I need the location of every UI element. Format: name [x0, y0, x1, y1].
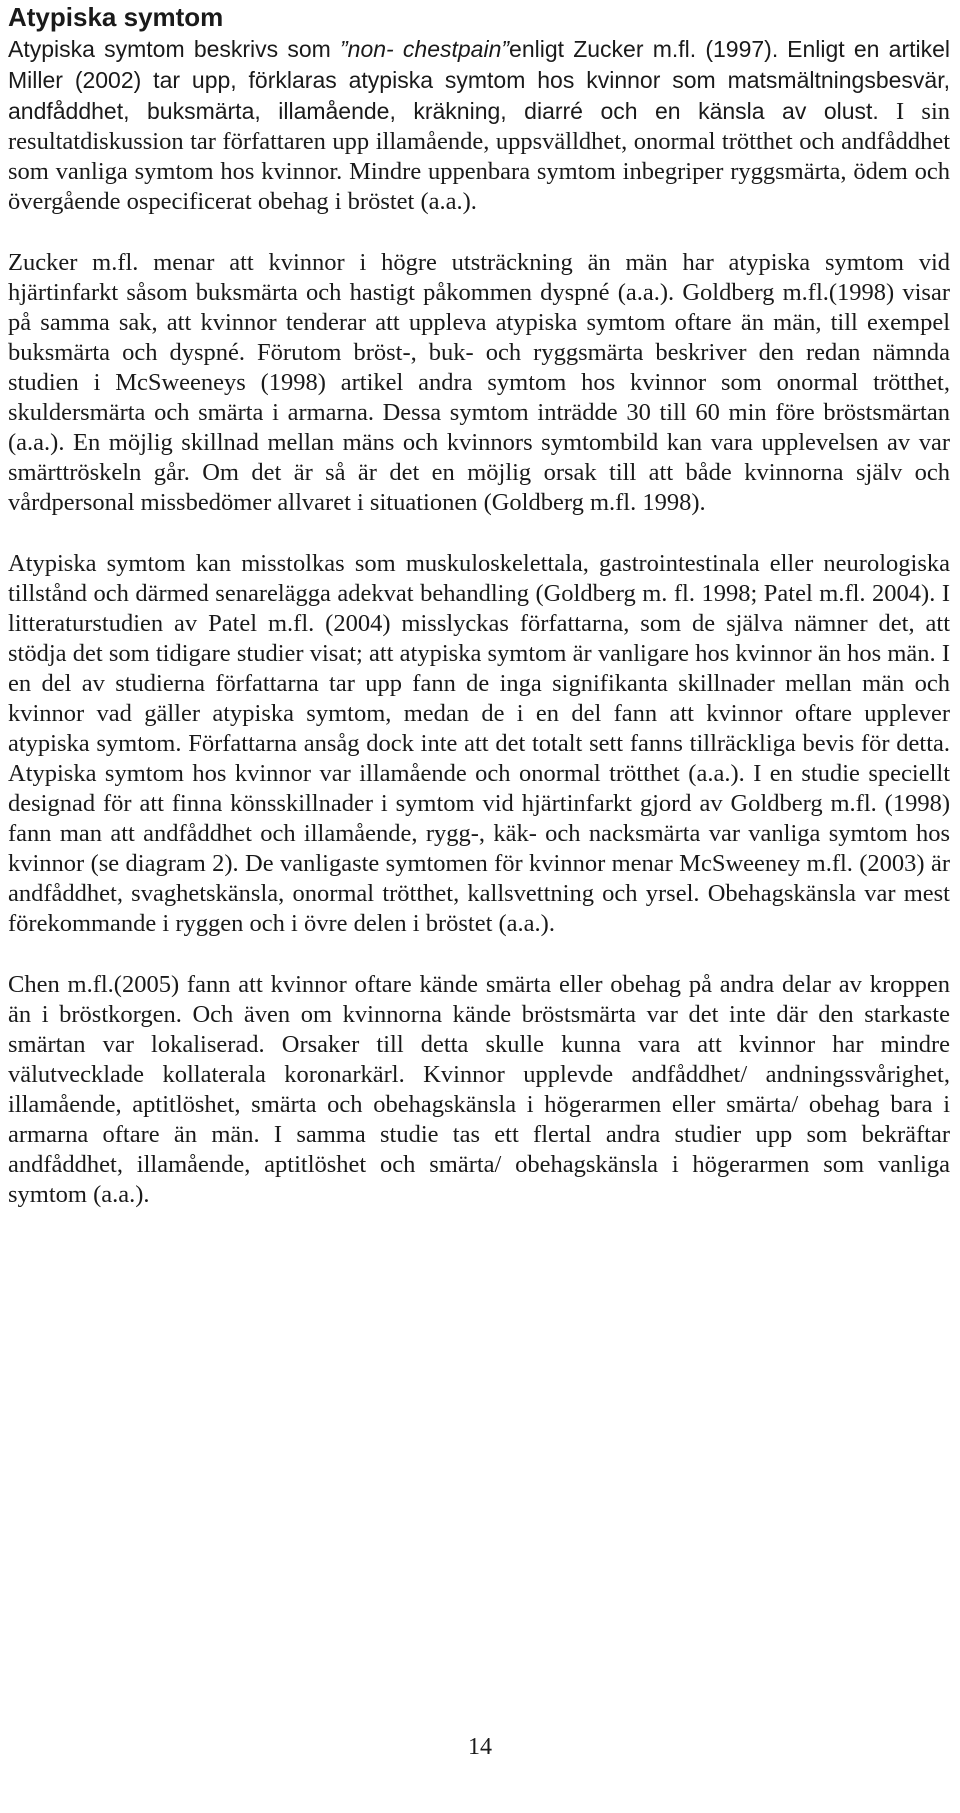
paragraph-1-body: Enligt en artikel Miller (2002) tar upp, förklaras atypiska symtom hos kvinnor som matsmältningsbesvär, andfåddhet, buksmärta, illamående, kräkning, diarré och en känsla av olust.: [8, 36, 951, 124]
paragraph-3: Atypiska symtom kan misstolkas som muskuloskelettala, gastrointestinala eller neurologiska tillstånd och därmed senarelägga adekvat behandling (Goldberg m. fl. 1998; Patel m.fl. 2004). I litteraturstudien av Patel m.fl. (2004) misslyckas författarna, som de själva nämner det, att stödja det som tidigare studier visat; att atypiska symtom är vanligare hos kvinnor än hos män. I en del av studierna författarna tar upp fann de inga signifikanta skillnader mellan män och kvinnor vad gäller atypiska symtom, medan de i en del fann att kvinnor oftare upplever atypiska symtom. Författarna ansåg dock inte att det totalt sett fanns tillräckliga bevis för detta. Atypiska symtom hos kvinnor var illamående och onormal trötthet (a.a.). I en studie speciellt designad för att finna könsskillnader i symtom vid hjärtinfarkt gjord av Goldberg m.fl. (1998) fann man att andfåddhet och illamående, rygg-, käk- och nacksmärta var vanliga symtom hos kvinnor (se diagram 2). De vanligaste symtomen för kvinnor menar McSweeney m.fl. (2003) är andfåddhet, svaghetskänsla, onormal trötthet, kallsvettning och yrsel. Obehagskänsla var mest förekommande i ryggen och i övre delen i bröstet (a.a.).: [8, 550, 950, 937]
paragraph-2: Zucker m.fl. menar att kvinnor i högre utsträckning än män har atypiska symtom vid hjärtinfarkt såsom buksmärta och hastigt påkommen dyspné (a.a.). Goldberg m.fl.(1998) visar på samma sak, att kvinnor tenderar att uppleva atypiska symtom oftare än män, till exempel buksmärta och dyspné. Förutom bröst-, buk- och ryggsmärta beskriver den redan nämnda studien i McSweeneys (1998) artikel andra symtom hos kvinnor som onormal trötthet, skuldersmärta och smärta i armarna. Dessa symtom inträdde 30 till 60 min före bröstsmärtan (a.a.). En möjlig skillnad mellan mäns och kvinnors symtombild kan vara upplevelsen av var smärttröskeln går. Om det är så är det en möjlig orsak till att både kvinnorna själv och vårdpersonal missbedömer allvaret i situationen (Goldberg m.fl. 1998).: [8, 249, 950, 516]
paragraph-1-citation: enligt Zucker m.fl. (1997).: [509, 36, 779, 62]
paragraph-1-discussion: I sin resultatdiskussion tar författaren upp illamående, uppsvälldhet, onormal trötthet och andfåddhet som vanliga symtom hos kvinnor. Mindre uppenbara symtom inbegriper ryggsmärta, ödem och övergående ospecificerat obehag i bröstet (a.a.).: [8, 98, 951, 215]
document-page: [8, 0, 950, 1210]
section-heading: Atypiska symtom: [8, 2, 224, 32]
paragraph-1-intro: Atypiska symtom beskrivs som: [8, 36, 341, 62]
paragraph-1: [8, 34, 950, 217]
page-number: 14: [468, 1734, 492, 1760]
paragraph-1-quote: ”non- chestpain”: [340, 36, 510, 62]
paragraph-4: Chen m.fl.(2005) fann att kvinnor oftare kände smärta eller obehag på andra delar av kroppen än i bröstkorgen. Och även om kvinnorna kände bröstsmärta var det inte där den starkaste smärtan var lokaliserad. Orsaker till detta skulle kunna vara att kvinnor har mindre välutvecklade kollaterala koronarkärl. Kvinnor upplevde andfåddhet/ andningssvårighet, illamående, aptitlöshet, smärta och obehagskänsla i högerarmen eller smärta/ obehag bara i armarna oftare än män. I samma studie tas ett flertal andra studier upp som bekräftar andfåddhet, illamående, aptitlöshet och smärta/ obehagskänsla i högerarmen som vanliga symtom (a.a.).: [8, 971, 950, 1208]
